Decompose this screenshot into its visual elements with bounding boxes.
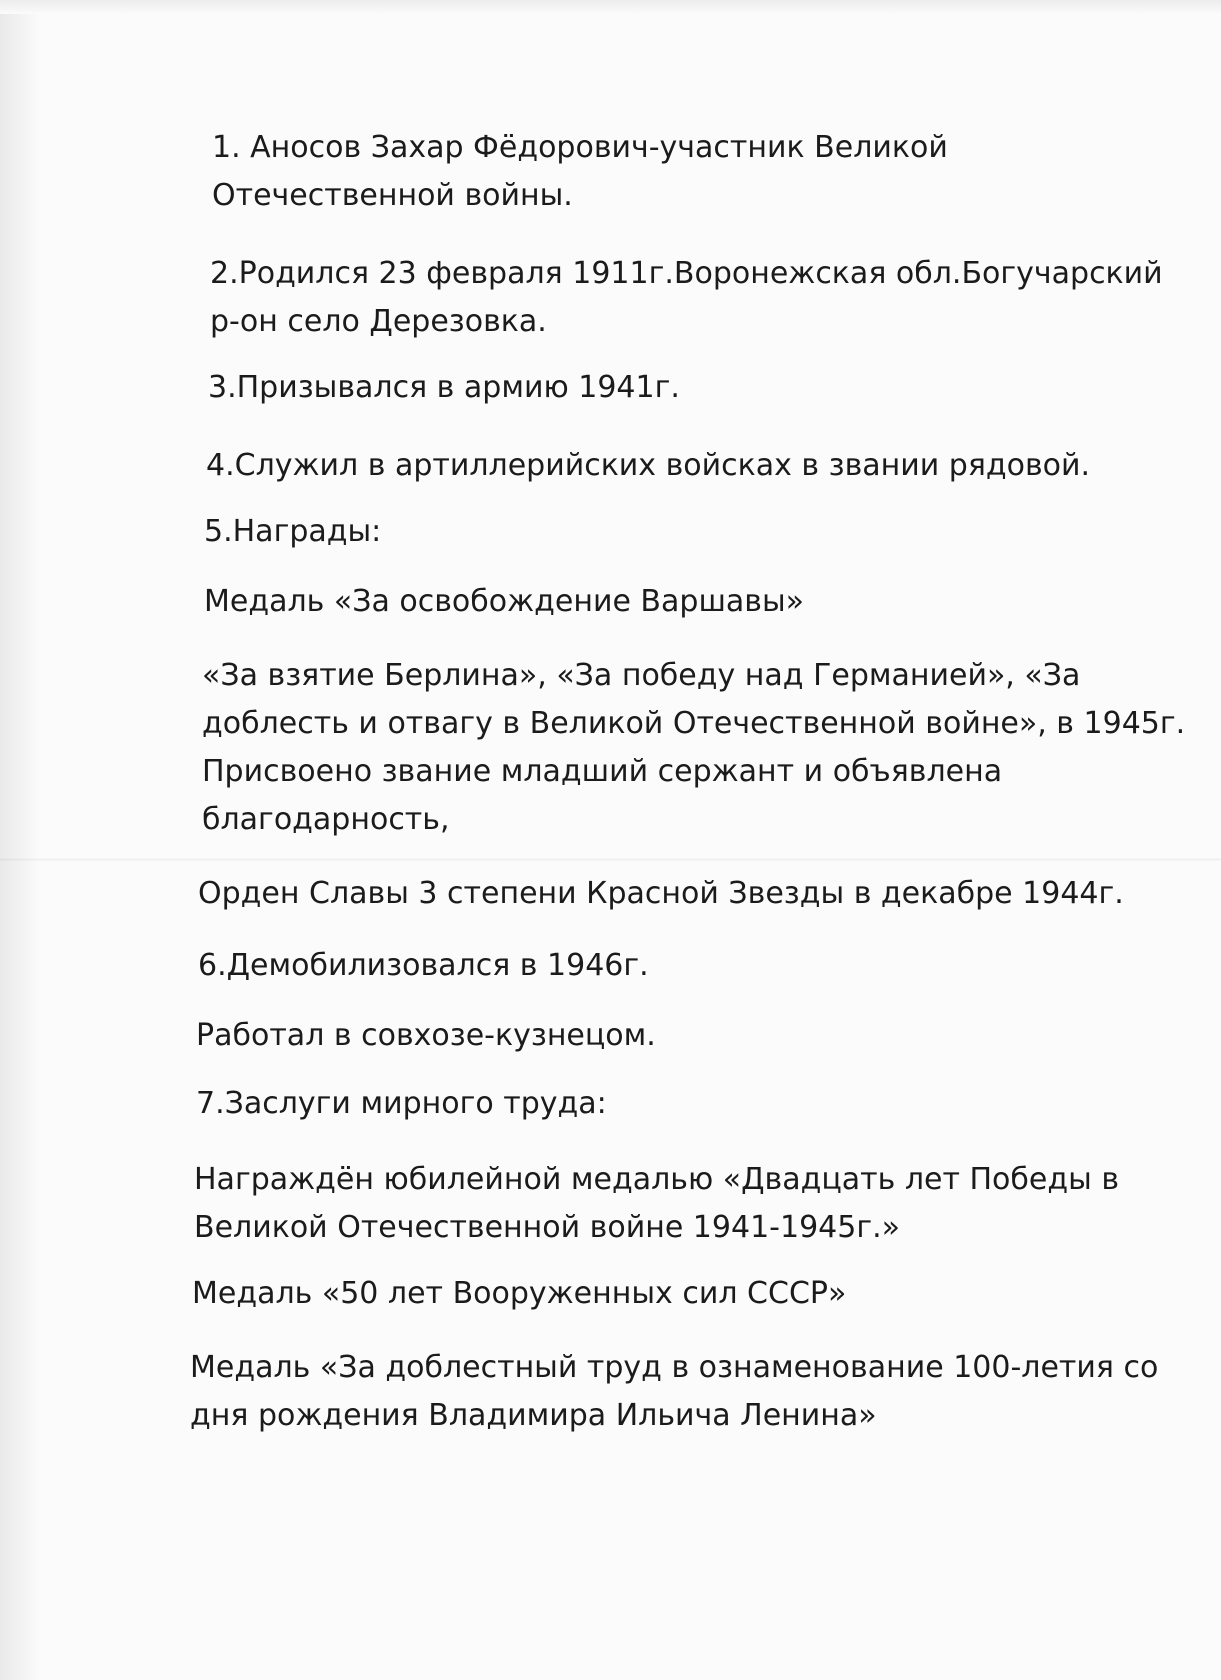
text-line: 2.Родился 23 февраля 1911г.Воронежская обл.Богучарский <box>210 256 1163 291</box>
text-line: 7.Заслуги мирного труда: <box>196 1086 607 1121</box>
text-line: «За взятие Берлина», «За победу над Германией», «За <box>202 658 1081 693</box>
text-line: благодарность, <box>202 802 450 837</box>
text-line: Орден Славы 3 степени Красной Звезды в декабре 1944г. <box>198 876 1124 911</box>
text-line: 4.Служил в артиллерийских войсках в звании рядовой. <box>206 448 1091 483</box>
paragraph-order-of-glory <box>198 870 1124 918</box>
page-shadow-top <box>0 0 1221 14</box>
text-line: 6.Демобилизовался в 1946г. <box>198 948 649 983</box>
text-line: 1. Аносов Захар Фёдорович-участник Великой <box>212 130 948 165</box>
paragraph-name <box>212 124 948 220</box>
text-line: Великой Отечественной войне 1941-1945г.» <box>194 1210 900 1245</box>
text-line: р-он село Дерезовка. <box>210 304 547 339</box>
paragraph-demobilization <box>198 942 649 990</box>
text-line: 5.Награды: <box>204 514 382 549</box>
text-line: Медаль «За доблестный труд в ознаменование 100-летия со <box>190 1350 1159 1385</box>
text-line: Присвоено звание младший сержант и объявлена <box>202 754 1003 789</box>
paragraph-awards-heading <box>204 508 381 556</box>
paragraph-work <box>196 1012 656 1060</box>
text-line: Работал в совхозе-кузнецом. <box>196 1018 656 1053</box>
text-line: дня рождения Владимира Ильича Ленина» <box>190 1398 877 1433</box>
paragraph-warsaw-medal <box>204 578 804 626</box>
text-line: доблесть и отвагу в Великой Отечественной войне», в 1945г. <box>202 706 1186 741</box>
paragraph-lenin-medal <box>190 1344 1158 1440</box>
paragraph-conscription <box>208 364 680 412</box>
paragraph-jubilee-medal <box>194 1156 1119 1252</box>
text-line: Отечественной войны. <box>212 178 573 213</box>
text-line: Медаль «50 лет Вооруженных сил СССР» <box>192 1276 847 1311</box>
paragraph-awards-list <box>202 652 1185 844</box>
text-line: Награждён юбилейной медалью «Двадцать лет Победы в <box>194 1162 1120 1197</box>
page-shadow-left <box>0 0 40 1680</box>
paper-fold-line <box>0 858 1221 861</box>
paragraph-service <box>206 442 1090 490</box>
paragraph-labor-merits-heading <box>196 1080 607 1128</box>
text-line: Медаль «За освобождение Варшавы» <box>204 584 804 619</box>
text-line: 3.Призывался в армию 1941г. <box>208 370 680 405</box>
paragraph-armed-forces-medal <box>192 1270 846 1318</box>
paragraph-birth <box>210 250 1163 346</box>
